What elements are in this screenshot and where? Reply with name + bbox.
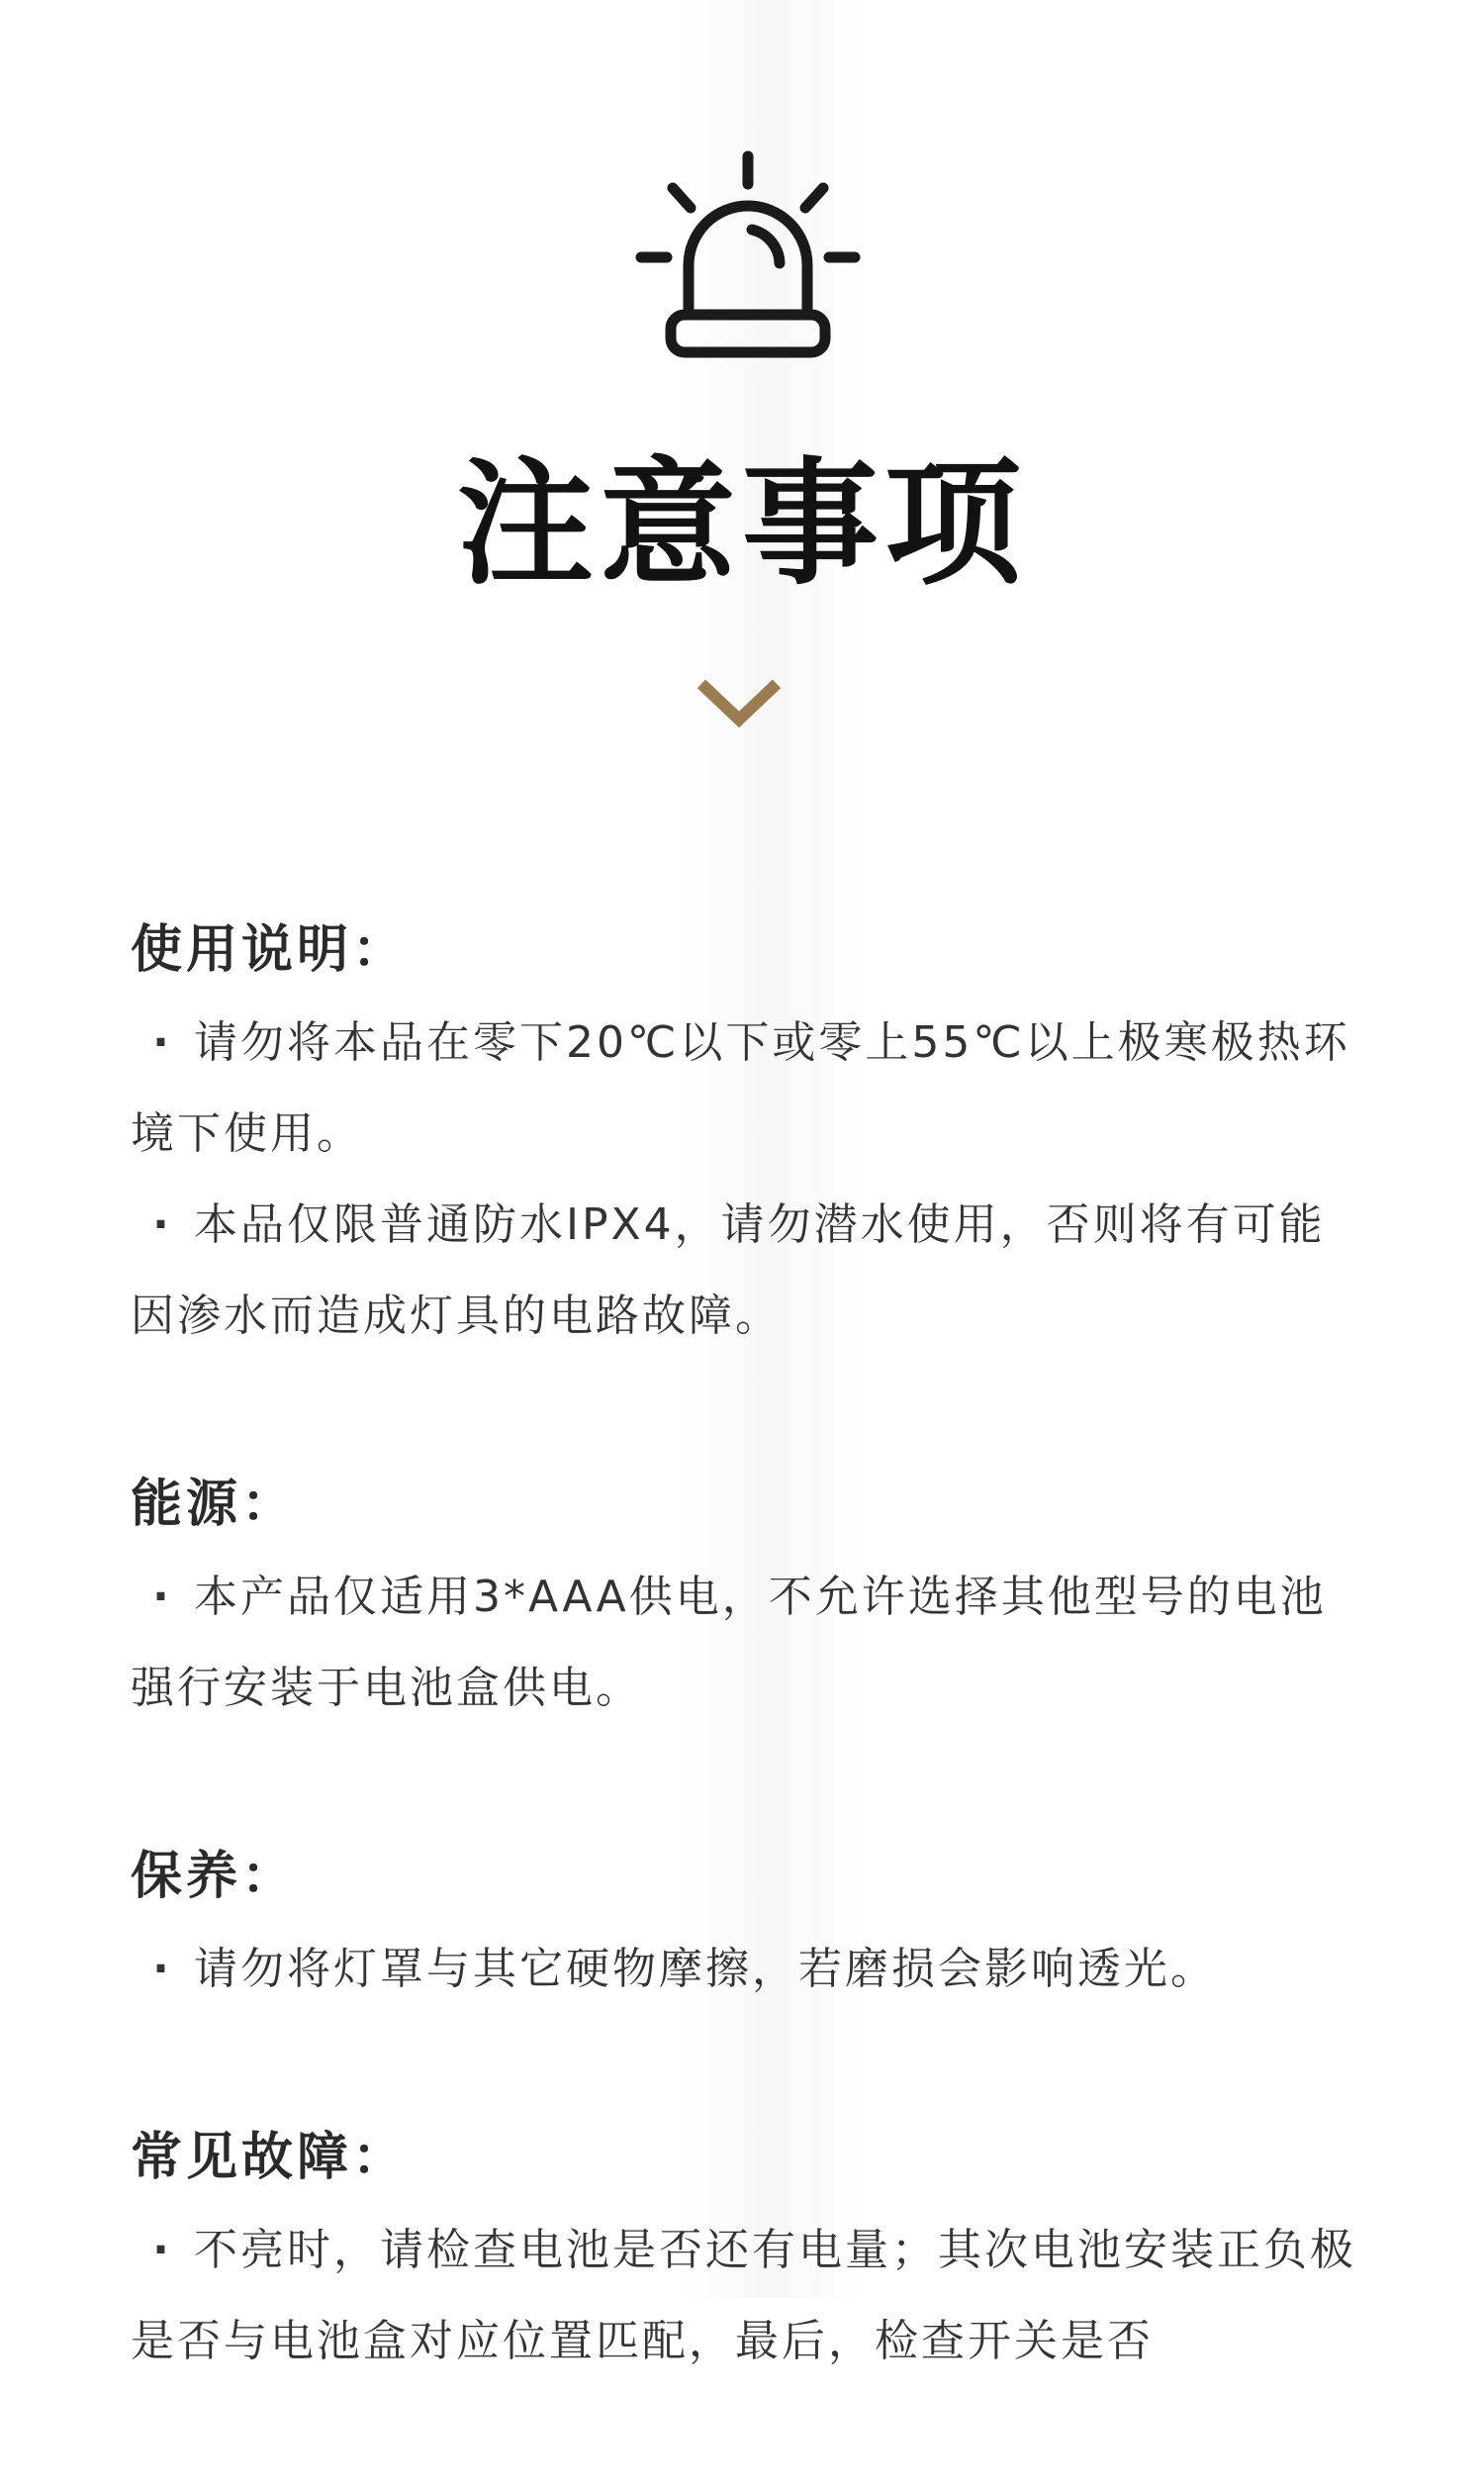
bullet-icon: · <box>152 2225 172 2275</box>
list-item <box>131 1180 1357 1362</box>
section-usage <box>131 910 1357 1362</box>
section-title: 常见故障： <box>131 2128 409 2187</box>
section-maintenance <box>131 1837 1357 2015</box>
alarm-light-icon <box>633 146 863 362</box>
section-title: 使用说明： <box>131 920 409 980</box>
chevron-down-icon <box>696 676 783 729</box>
item-text: 不亮时，请检查电池是否还有电量；其次电池安装正负极是否与电池盒对应位置匹配，最后，检查开关是否 <box>131 2225 1356 2366</box>
bullet-icon: · <box>152 1944 172 1994</box>
section-troubleshooting <box>131 2118 1357 2387</box>
item-text: 请勿将本品在零下20℃以下或零上55℃以上极寒极热环境下使用。 <box>131 1017 1350 1159</box>
section-title: 能源： <box>131 1475 298 1534</box>
notes-content <box>131 910 1357 2490</box>
list-item <box>131 2205 1357 2387</box>
item-text: 本品仅限普通防水IPX4，请勿潜水使用，否则将有可能因渗水而造成灯具的电路故障。 <box>131 1199 1326 1341</box>
page-title: 注意事项 <box>456 444 1027 604</box>
bullet-icon: · <box>152 1199 172 1250</box>
list-item <box>131 1552 1357 1734</box>
list-item <box>131 998 1357 1180</box>
bullet-icon: · <box>152 1572 172 1622</box>
item-text: 请勿将灯罩与其它硬物摩擦，若磨损会影响透光。 <box>194 1944 1217 1994</box>
section-title: 保养： <box>131 1847 298 1906</box>
item-text: 本产品仅适用3*AAA供电，不允许选择其他型号的电池强行安装于电池盒供电。 <box>131 1572 1327 1713</box>
list-item <box>131 1924 1357 2015</box>
bullet-icon: · <box>152 1017 172 1068</box>
section-energy <box>131 1465 1357 1734</box>
